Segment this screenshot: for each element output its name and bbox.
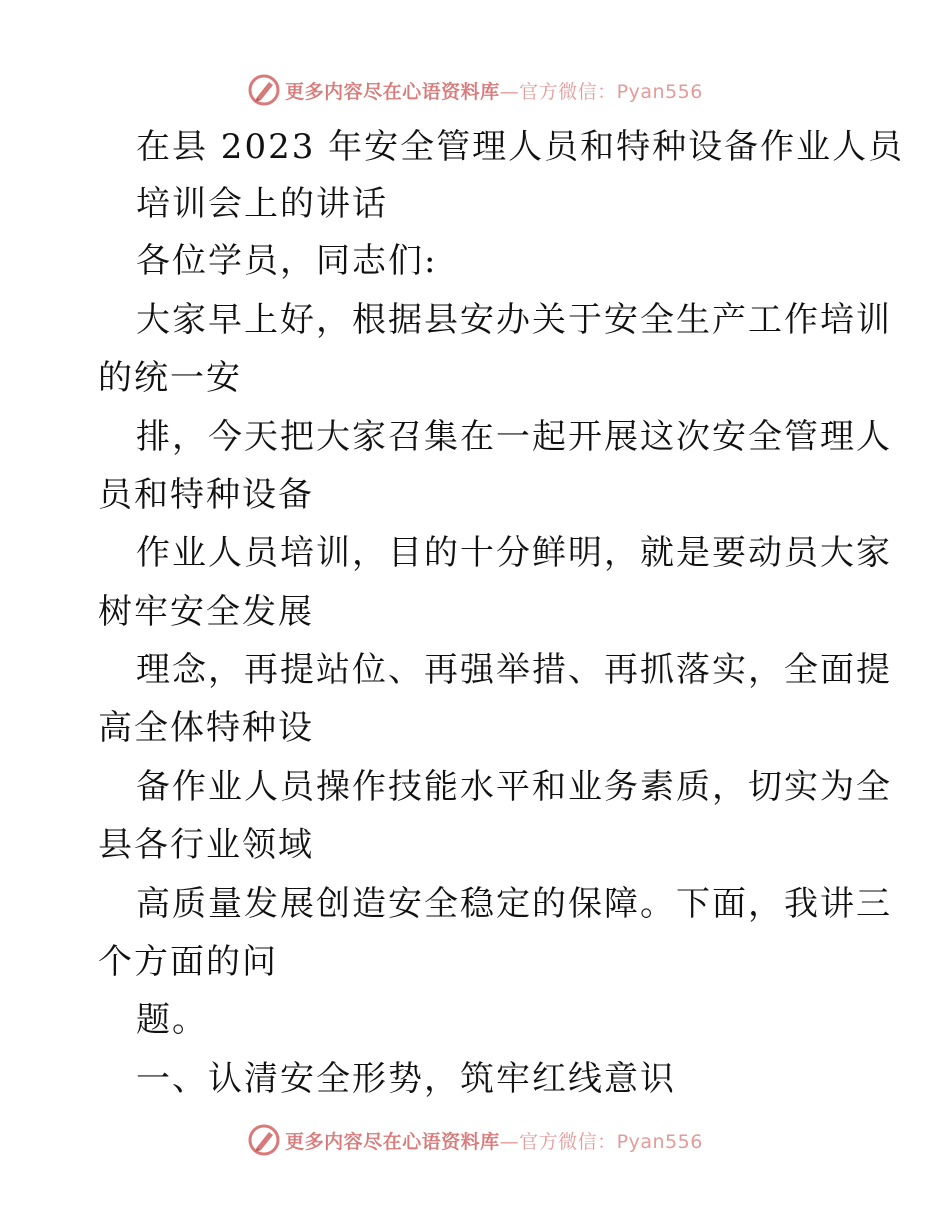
salutation: 各位学员，同志们: — [136, 241, 438, 281]
paragraph-line: 员和特种设备 — [98, 475, 314, 515]
watermark-separator: — — [499, 1130, 520, 1153]
paragraph-line: 的统一安 — [98, 358, 242, 398]
paragraph-line: 备作业人员操作技能水平和业务素质，切实为全 — [136, 767, 892, 807]
paragraph-line: 个方面的问 — [98, 942, 278, 982]
watermark-contact: 官方微信：Pyan556 — [519, 80, 703, 103]
pen-logo-icon — [247, 73, 281, 107]
paragraph-line: 树牢安全发展 — [98, 592, 314, 632]
paragraph-line: 作业人员培训，目的十分鲜明，就是要动员大家 — [136, 533, 892, 573]
paragraph-line: 高全体特种设 — [98, 708, 314, 748]
footer-watermark — [0, 1120, 950, 1160]
header-watermark — [0, 70, 950, 110]
watermark-brand: 更多内容尽在心语资料库 — [285, 80, 500, 103]
paragraph-line: 理念，再提站位、再强举措、再抓落实，全面提 — [136, 650, 892, 690]
paragraph-line: 高质量发展创造安全稳定的保障。下面，我讲三 — [136, 884, 892, 924]
title-line-1: 在县 2023 年安全管理人员和特种设备作业人员 — [136, 127, 905, 167]
title-line-2: 培训会上的讲话 — [136, 184, 388, 224]
paragraph-line: 排，今天把大家召集在一起开展这次安全管理人 — [136, 417, 892, 457]
watermark-contact: 官方微信：Pyan556 — [519, 1130, 703, 1153]
watermark-brand: 更多内容尽在心语资料库 — [285, 1130, 500, 1153]
paragraph-line: 题。 — [136, 1000, 208, 1040]
watermark-text — [285, 77, 703, 104]
paragraph-line: 大家早上好，根据县安办关于安全生产工作培训 — [136, 300, 892, 340]
section-heading: 一、认清安全形势，筑牢红线意识 — [136, 1059, 676, 1099]
watermark-separator: — — [499, 80, 520, 103]
watermark-text — [285, 1127, 703, 1154]
paragraph-line: 县各行业领域 — [98, 825, 314, 865]
pen-logo-icon — [247, 1123, 281, 1157]
